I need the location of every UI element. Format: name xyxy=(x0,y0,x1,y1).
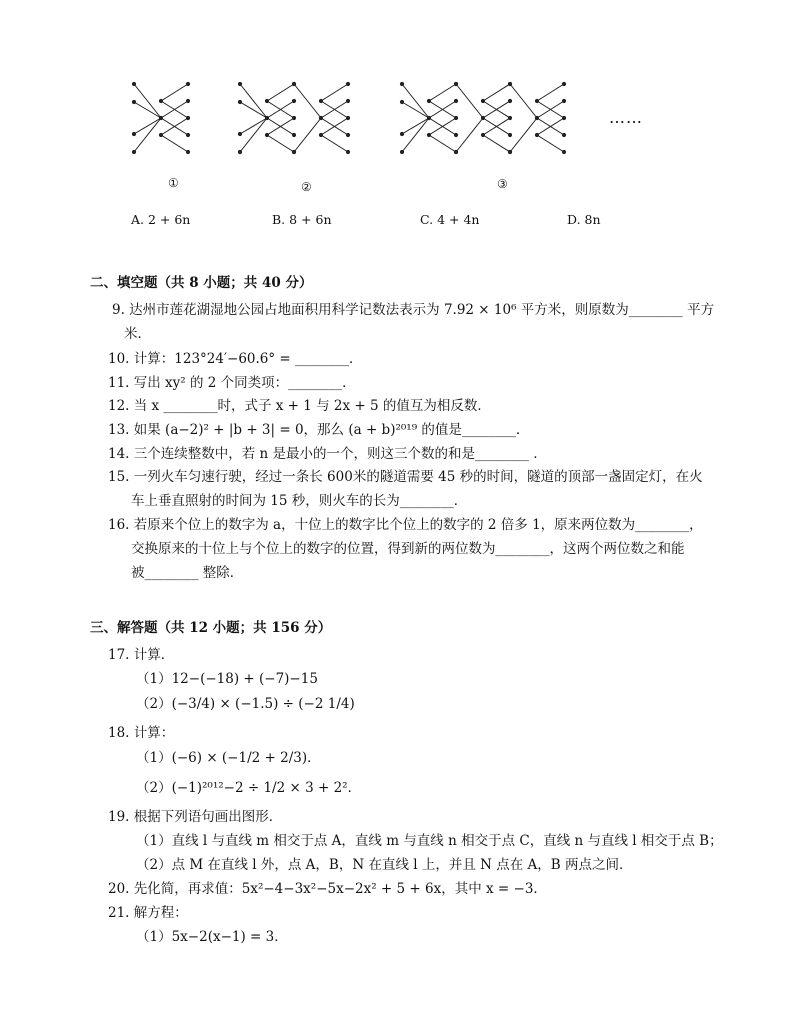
pattern-dot xyxy=(481,133,484,136)
pattern-dot xyxy=(346,150,349,153)
pattern-dot xyxy=(535,116,538,119)
question-15: 15. 一列火车匀速行驶，经过一条长 600米的隧道需要 45 秒的时间，隧道的顶部一盏固定灯，在火 xyxy=(108,469,703,485)
pattern-segment xyxy=(134,84,161,118)
pattern-segment xyxy=(240,118,267,152)
pattern-dot xyxy=(454,133,457,136)
pattern-segment xyxy=(483,84,510,101)
pattern-dot xyxy=(132,132,135,135)
pattern-segment xyxy=(321,135,348,152)
question-18: 18. 计算： xyxy=(108,725,175,741)
pattern-dot xyxy=(292,150,295,153)
question-12: 12. 当 x ________时，式子 x + 1 与 2x + 5 的值互为相反数． xyxy=(108,398,491,414)
pattern-dot xyxy=(186,82,189,85)
pattern-dot xyxy=(562,99,565,102)
option-c[interactable]: C. 4 + 4n xyxy=(420,212,480,227)
question-19: 19. 根据下列语句画出图形． xyxy=(108,809,283,825)
pattern-dot xyxy=(562,116,565,119)
question-9-cont: 米． xyxy=(124,326,151,342)
pattern-segment xyxy=(134,118,161,134)
pattern-segment xyxy=(267,84,294,101)
option-d[interactable]: D. 8n xyxy=(567,212,601,227)
pattern-dot xyxy=(319,116,322,119)
pattern-dot xyxy=(346,133,349,136)
question-11: 11. 写出 xy² 的 2 个同类项：________． xyxy=(108,375,356,391)
pattern-dot xyxy=(535,133,538,136)
pattern-segment xyxy=(456,118,483,152)
pattern-dot xyxy=(186,116,189,119)
pattern-dot xyxy=(238,82,241,85)
pattern-segment xyxy=(537,135,564,152)
pattern-dot xyxy=(535,99,538,102)
pattern-dot xyxy=(508,99,511,102)
pattern-dot xyxy=(132,100,135,103)
pattern-dot xyxy=(400,150,403,153)
pattern-dot xyxy=(508,82,511,85)
pattern-segment xyxy=(402,118,429,152)
pattern-dot xyxy=(346,99,349,102)
pattern-segment xyxy=(402,102,429,118)
pattern-dot xyxy=(265,133,268,136)
pattern-dot xyxy=(319,133,322,136)
pattern-dot xyxy=(400,100,403,103)
pattern-dot xyxy=(132,82,135,85)
pattern-lines xyxy=(132,82,565,153)
question-16: 16. 若原来个位上的数字为 a，十位上的数字比个位上的数字的 2 倍多 1，原来两位数为________， xyxy=(108,517,703,533)
pattern-dot xyxy=(159,99,162,102)
pattern-segment xyxy=(537,84,564,101)
pattern-dot xyxy=(454,99,457,102)
pattern-segment xyxy=(240,84,267,118)
pattern-segment xyxy=(510,118,537,152)
pattern-dot xyxy=(427,116,430,119)
question-17-part2-expr: (−3/4) × (−1.5) ÷ (−2 1/4) xyxy=(171,696,355,712)
section3-heading: 三、解答题（共 12 小题；共 156 分） xyxy=(90,620,332,636)
pattern-dot xyxy=(319,99,322,102)
pattern-segment xyxy=(240,102,267,118)
answer-options xyxy=(131,212,691,230)
question-19-part2: （2）点 M 在直线 l 外，点 A，B，N 在直线 l 上，并且 N 点在 A，B 两点之间． xyxy=(136,857,633,873)
pattern-dot xyxy=(186,99,189,102)
pattern-dot xyxy=(481,116,484,119)
pattern-dot xyxy=(186,150,189,153)
pattern-dot xyxy=(292,82,295,85)
question-15-cont: 车上垂直照射的时间为 15 秒，则火车的长为________． xyxy=(131,493,468,509)
pattern-segment xyxy=(483,135,510,152)
question-18-part2: （2）(−1)²⁰¹²−2 ÷ 1/2 × 3 + 2²． xyxy=(136,780,362,796)
pattern-dot xyxy=(562,82,565,85)
pattern-dot xyxy=(265,116,268,119)
pattern-dot xyxy=(346,116,349,119)
question-9: 9. 达州市莲花湖湿地公园占地面积用科学记数法表示为 7.92 × 10⁶ 平方米，则原数为________ 平方 xyxy=(112,302,715,318)
pattern-segment xyxy=(161,135,188,152)
option-a[interactable]: A. 2 + 6n xyxy=(131,212,191,227)
pattern-dot xyxy=(427,133,430,136)
question-13: 13. 如果 (a−2)² + |b + 3| = 0，那么 (a + b)²⁰¹⁹ 的值是________． xyxy=(108,422,530,438)
pattern-segment xyxy=(429,84,456,101)
figure-label-2: ② xyxy=(301,180,312,194)
pattern-segment xyxy=(240,118,267,134)
pattern-dot xyxy=(562,150,565,153)
pattern-segment xyxy=(510,84,537,118)
question-19-part1: （1）直线 l 与直线 m 相交于点 A，直线 m 与直线 n 相交于点 C，直线 n 与直线 l 相交于点 B； xyxy=(136,833,723,849)
pattern-dot xyxy=(562,133,565,136)
pattern-segment xyxy=(267,135,294,152)
figure-label-1: ① xyxy=(168,176,179,190)
pattern-segment xyxy=(161,84,188,101)
question-14: 14. 三个连续整数中，若 n 是最小的一个，则这三个数的和是________ ． xyxy=(108,446,547,462)
pattern-dot xyxy=(292,99,295,102)
pattern-dot xyxy=(292,116,295,119)
question-20: 20. 先化简，再求值：5x²−4−3x²−5x−2x² + 5 + 6x，其中 x = −3． xyxy=(108,881,547,897)
pattern-dot xyxy=(238,132,241,135)
pattern-segment xyxy=(134,102,161,118)
pattern-dot xyxy=(132,150,135,153)
question-16-cont2: 被________ 整除． xyxy=(131,565,244,581)
pattern-segment xyxy=(429,135,456,152)
pattern-dot xyxy=(265,99,268,102)
pattern-dot xyxy=(481,99,484,102)
pattern-dot xyxy=(454,82,457,85)
question-16-cont: 交换原来的十位上与个位上的数字的位置，得到新的两位数为________，这两个两位数之和能 xyxy=(131,541,685,557)
pattern-dot xyxy=(508,133,511,136)
question-17-part2 xyxy=(136,692,355,712)
pattern-dot xyxy=(238,100,241,103)
question-21-part1: （1）5x−2(x−1) = 3． xyxy=(136,929,288,945)
pattern-dot xyxy=(238,150,241,153)
section2-heading: 二、填空题（共 8 小题；共 40 分） xyxy=(90,275,313,291)
question-17-part1: （1）12−(−18) + (−7)−15 xyxy=(136,671,318,687)
question-21: 21. 解方程： xyxy=(108,905,188,921)
pattern-dot xyxy=(346,82,349,85)
pattern-dot xyxy=(427,99,430,102)
figure-ellipsis: …… xyxy=(609,108,643,127)
pattern-dot xyxy=(400,132,403,135)
pattern-segment xyxy=(134,118,161,152)
pattern-figure xyxy=(0,0,794,240)
pattern-dot xyxy=(508,116,511,119)
question-17: 17. 计算． xyxy=(108,647,175,663)
question-10: 10. 计算：123°24′−60.6° = ________． xyxy=(108,351,363,367)
pattern-dot xyxy=(400,82,403,85)
pattern-dot xyxy=(454,116,457,119)
pattern-segment xyxy=(402,84,429,118)
pattern-segment xyxy=(321,84,348,101)
question-17-part2-prefix: （2） xyxy=(136,696,172,712)
figure-label-3: ③ xyxy=(497,177,508,191)
pattern-segment xyxy=(294,118,321,152)
pattern-segment xyxy=(402,118,429,134)
pattern-dot xyxy=(292,133,295,136)
pattern-dot xyxy=(454,150,457,153)
question-18-part1: （1）(−6) × (−1/2 + 2/3)． xyxy=(136,750,321,766)
pattern-dot xyxy=(159,133,162,136)
pattern-dot xyxy=(159,116,162,119)
pattern-dot xyxy=(508,150,511,153)
pattern-segment xyxy=(294,84,321,118)
option-b[interactable]: B. 8 + 6n xyxy=(272,212,332,227)
pattern-segment xyxy=(456,84,483,118)
pattern-dot xyxy=(186,133,189,136)
